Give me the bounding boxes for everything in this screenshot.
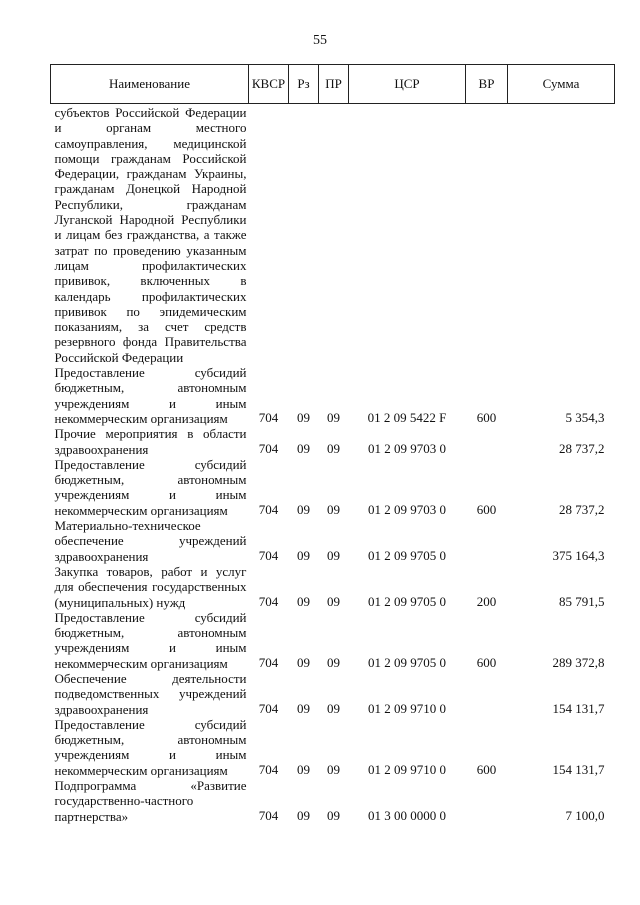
header-rz: Рз xyxy=(289,65,319,104)
row-name: Предоставление субсидий бюджетным, автономным учреждениям и иным некоммерческим организациям xyxy=(54,716,247,778)
row-vr xyxy=(466,104,508,366)
row-kvsr xyxy=(249,104,289,366)
row-rz: 09 xyxy=(297,440,310,456)
budget-table xyxy=(50,64,615,824)
row-vr: 200 xyxy=(476,593,497,609)
header-csr: ЦСР xyxy=(349,65,466,104)
row-kvsr: 704 xyxy=(258,501,279,517)
row-rz xyxy=(289,104,319,366)
row-rz: 09 xyxy=(297,654,310,670)
row-kvsr: 704 xyxy=(258,547,279,563)
table-row xyxy=(51,671,615,717)
row-rz: 09 xyxy=(297,409,310,425)
row-name: Подпрограмма «Развитие государственно-частного партнерства» xyxy=(54,778,247,824)
row-vr xyxy=(466,778,508,824)
table-header xyxy=(51,65,615,104)
row-csr: 01 3 00 0000 0 xyxy=(368,807,446,823)
table-row xyxy=(51,365,615,426)
row-sum xyxy=(508,104,615,366)
row-pr: 09 xyxy=(327,761,340,777)
row-name: Прочие мероприятия в области здравоохранения xyxy=(54,426,247,457)
row-vr: 600 xyxy=(476,409,497,425)
row-sum: 289 372,8 xyxy=(552,654,605,670)
row-csr: 01 2 09 5422 F xyxy=(367,409,447,425)
row-sum: 28 737,2 xyxy=(559,440,605,456)
row-sum: 5 354,3 xyxy=(565,409,605,425)
table-row xyxy=(51,104,615,366)
row-name: Предоставление субсидий бюджетным, автономным учреждениям и иным некоммерческим организациям xyxy=(54,365,247,426)
header-pr: ПР xyxy=(319,65,349,104)
header-name: Наименование xyxy=(51,65,249,104)
row-rz: 09 xyxy=(297,807,310,823)
table-row xyxy=(51,778,615,824)
row-vr xyxy=(466,671,508,717)
row-pr: 09 xyxy=(327,501,340,517)
row-pr: 09 xyxy=(327,409,340,425)
row-name: Предоставление субсидий бюджетным, автономным учреждениям и иным некоммерческим организациям xyxy=(54,609,247,671)
row-sum: 154 131,7 xyxy=(552,761,605,777)
row-pr: 09 xyxy=(327,807,340,823)
table-row xyxy=(51,717,615,778)
row-sum: 85 791,5 xyxy=(559,593,605,609)
row-vr: 600 xyxy=(476,761,497,777)
row-kvsr: 704 xyxy=(258,440,279,456)
row-kvsr: 704 xyxy=(258,807,279,823)
row-pr: 09 xyxy=(327,547,340,563)
row-pr: 09 xyxy=(327,654,340,670)
table-row xyxy=(51,426,615,457)
row-name: Закупка товаров, работ и услуг для обеспечения государственных (муниципальных) нужд xyxy=(54,563,247,610)
row-name: Материально-техническое обеспечение учреждений здравоохранения xyxy=(54,518,247,564)
header-sum: Сумма xyxy=(508,65,615,104)
row-sum: 28 737,2 xyxy=(559,501,605,517)
row-kvsr: 704 xyxy=(258,593,279,609)
header-vr: ВР xyxy=(466,65,508,104)
row-csr xyxy=(349,104,466,366)
row-csr: 01 2 09 9703 0 xyxy=(368,501,446,517)
row-kvsr: 704 xyxy=(258,654,279,670)
row-pr: 09 xyxy=(327,593,340,609)
row-csr: 01 2 09 9710 0 xyxy=(368,700,446,716)
table-row xyxy=(51,457,615,518)
row-name: Обеспечение деятельности подведомственных учреждений здравоохранения xyxy=(54,670,247,717)
row-vr: 600 xyxy=(476,654,497,670)
row-csr: 01 2 09 9705 0 xyxy=(368,547,446,563)
row-rz: 09 xyxy=(297,501,310,517)
row-rz: 09 xyxy=(297,700,310,716)
row-kvsr: 704 xyxy=(258,761,279,777)
table-row xyxy=(51,518,615,564)
row-rz: 09 xyxy=(297,761,310,777)
row-name: субъектов Российской Федерации и органам местного самоуправления, медицинской помощи гражданам Российской Федерации, гражданам Украины, гражданам Донецкой Народной Республики, гражданам Луганской Народной Республики и лицам без гражданства, а также затрат по проведению указанным лицам профилактических прививок, включенных в календарь профилактических прививок по эпидемическим показаниям, за счет средств резервного фонда Правительства Российской Федерации xyxy=(54,105,247,365)
row-csr: 01 2 09 9705 0 xyxy=(368,593,446,609)
row-pr: 09 xyxy=(327,440,340,456)
row-rz: 09 xyxy=(297,547,310,563)
row-sum: 7 100,0 xyxy=(565,807,605,823)
table-row xyxy=(51,564,615,610)
row-pr xyxy=(319,104,349,366)
page-number: 55 xyxy=(313,33,327,48)
row-kvsr: 704 xyxy=(258,409,279,425)
row-rz: 09 xyxy=(297,593,310,609)
row-csr: 01 2 09 9703 0 xyxy=(368,440,446,456)
row-pr: 09 xyxy=(327,700,340,716)
row-sum: 375 164,3 xyxy=(552,547,605,563)
row-vr xyxy=(466,426,508,457)
table-body xyxy=(51,104,615,824)
table-row xyxy=(51,610,615,671)
row-kvsr: 704 xyxy=(258,700,279,716)
row-csr: 01 2 09 9710 0 xyxy=(368,761,446,777)
header-kvsr: КВСР xyxy=(249,65,289,104)
row-name: Предоставление субсидий бюджетным, автономным учреждениям и иным некоммерческим организациям xyxy=(54,456,247,518)
row-vr xyxy=(466,518,508,564)
row-csr: 01 2 09 9705 0 xyxy=(368,654,446,670)
row-sum: 154 131,7 xyxy=(552,700,605,716)
row-vr: 600 xyxy=(476,501,497,517)
